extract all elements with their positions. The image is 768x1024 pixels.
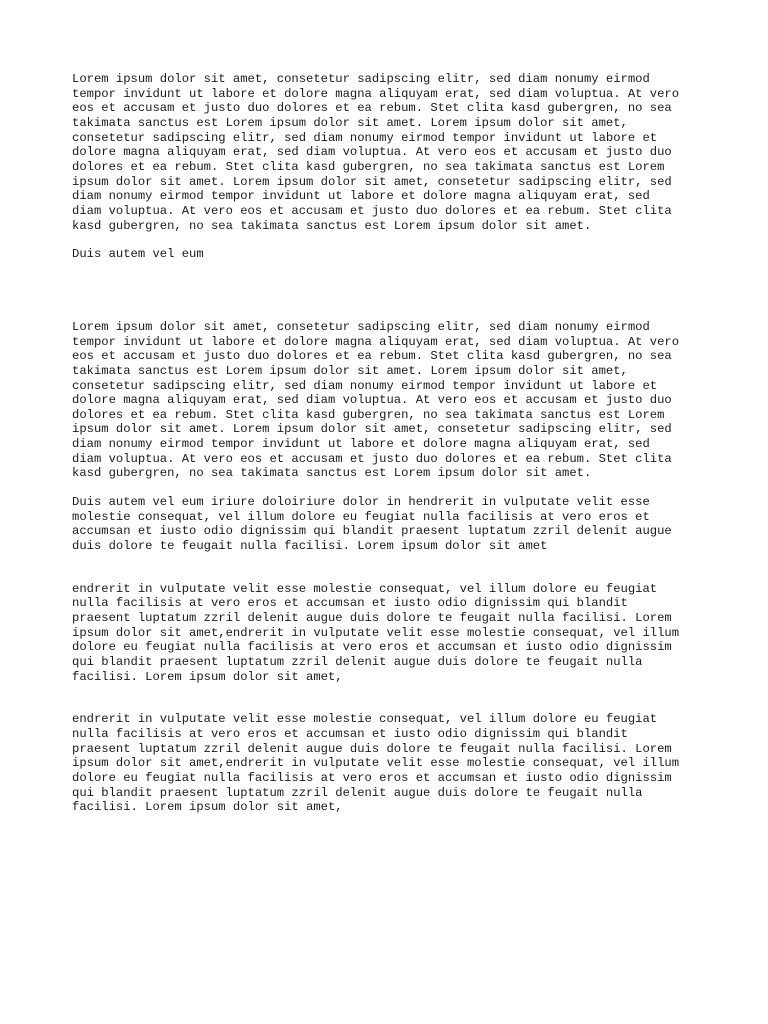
paragraph-2: Duis autem vel eum <box>72 247 204 262</box>
paragraph-5: endrerit in vulputate velit esse molestie consequat, vel illum dolore eu feugiat nulla facilisis at vero eros et accumsan et iusto odio dignissim qui blandit praesent luptatum zzril delenit augue duis dolore te feugait nulla facilisi. Lorem ipsum dolor sit amet,endrerit in vulputate velit esse molestie consequat, vel illum dolore eu feugiat nulla facilisis at vero eros et accumsan et iusto odio dignissim qui blandit praesent luptatum zzril delenit augue duis dolore te feugait nulla facilisi. Lorem ipsum dolor sit amet, <box>72 581 680 684</box>
paragraph-spacer <box>72 262 712 320</box>
paragraph-3: Lorem ipsum dolor sit amet, consetetur sadipscing elitr, sed diam nonumy eirmod tempor invidunt ut labore et dolore magna aliquyam erat, sed diam voluptua. At vero eos et accusam et justo duo dolores et ea rebum. Stet clita kasd gubergren, no sea takimata sanctus est Lorem ipsum dolor sit amet. Lorem ipsum dolor sit amet, consetetur sadipscing elitr, sed diam nonumy eirmod tempor invidunt ut labore et dolore magna aliquyam erat, sed diam voluptua. At vero eos et accusam et justo duo dolores et ea rebum. Stet clita kasd gubergren, no sea takimata sanctus est Lorem ipsum dolor sit amet. Lorem ipsum dolor sit amet, consetetur sadipscing elitr, sed diam nonumy eirmod tempor invidunt ut labore et dolore magna aliquyam erat, sed diam voluptua. At vero eos et accusam et justo duo dolores et ea rebum. Stet clita kasd gubergren, no sea takimata sanctus est Lorem ipsum dolor sit amet. <box>72 319 680 481</box>
paragraph-spacer <box>72 554 712 582</box>
paragraph-spacer <box>72 481 712 495</box>
document-page <box>72 72 712 815</box>
paragraph-4: Duis autem vel eum iriure doloiriure dolor in hendrerit in vulputate velit esse molestie consequat, vel illum dolore eu feugiat nulla facilisis at vero eros et accumsan et iusto odio dignissim qui blandit praesent luptatum zzril delenit augue duis dolore te feugait nulla facilisi. Lorem ipsum dolor sit amet <box>72 495 672 554</box>
paragraph-spacer <box>72 684 712 712</box>
paragraph-spacer <box>72 233 712 247</box>
paragraph-6: endrerit in vulputate velit esse molestie consequat, vel illum dolore eu feugiat nulla facilisis at vero eros et accumsan et iusto odio dignissim qui blandit praesent luptatum zzril delenit augue duis dolore te feugait nulla facilisi. Lorem ipsum dolor sit amet,endrerit in vulputate velit esse molestie consequat, vel illum dolore eu feugiat nulla facilisis at vero eros et accumsan et iusto odio dignissim qui blandit praesent luptatum zzril delenit augue duis dolore te feugait nulla facilisi. Lorem ipsum dolor sit amet, <box>72 712 680 815</box>
paragraph-1: Lorem ipsum dolor sit amet, consetetur sadipscing elitr, sed diam nonumy eirmod tempor invidunt ut labore et dolore magna aliquyam erat, sed diam voluptua. At vero eos et accusam et justo duo dolores et ea rebum. Stet clita kasd gubergren, no sea takimata sanctus est Lorem ipsum dolor sit amet. Lorem ipsum dolor sit amet, consetetur sadipscing elitr, sed diam nonumy eirmod tempor invidunt ut labore et dolore magna aliquyam erat, sed diam voluptua. At vero eos et accusam et justo duo dolores et ea rebum. Stet clita kasd gubergren, no sea takimata sanctus est Lorem ipsum dolor sit amet. Lorem ipsum dolor sit amet, consetetur sadipscing elitr, sed diam nonumy eirmod tempor invidunt ut labore et dolore magna aliquyam erat, sed diam voluptua. At vero eos et accusam et justo duo dolores et ea rebum. Stet clita kasd gubergren, no sea takimata sanctus est Lorem ipsum dolor sit amet. <box>72 72 680 233</box>
